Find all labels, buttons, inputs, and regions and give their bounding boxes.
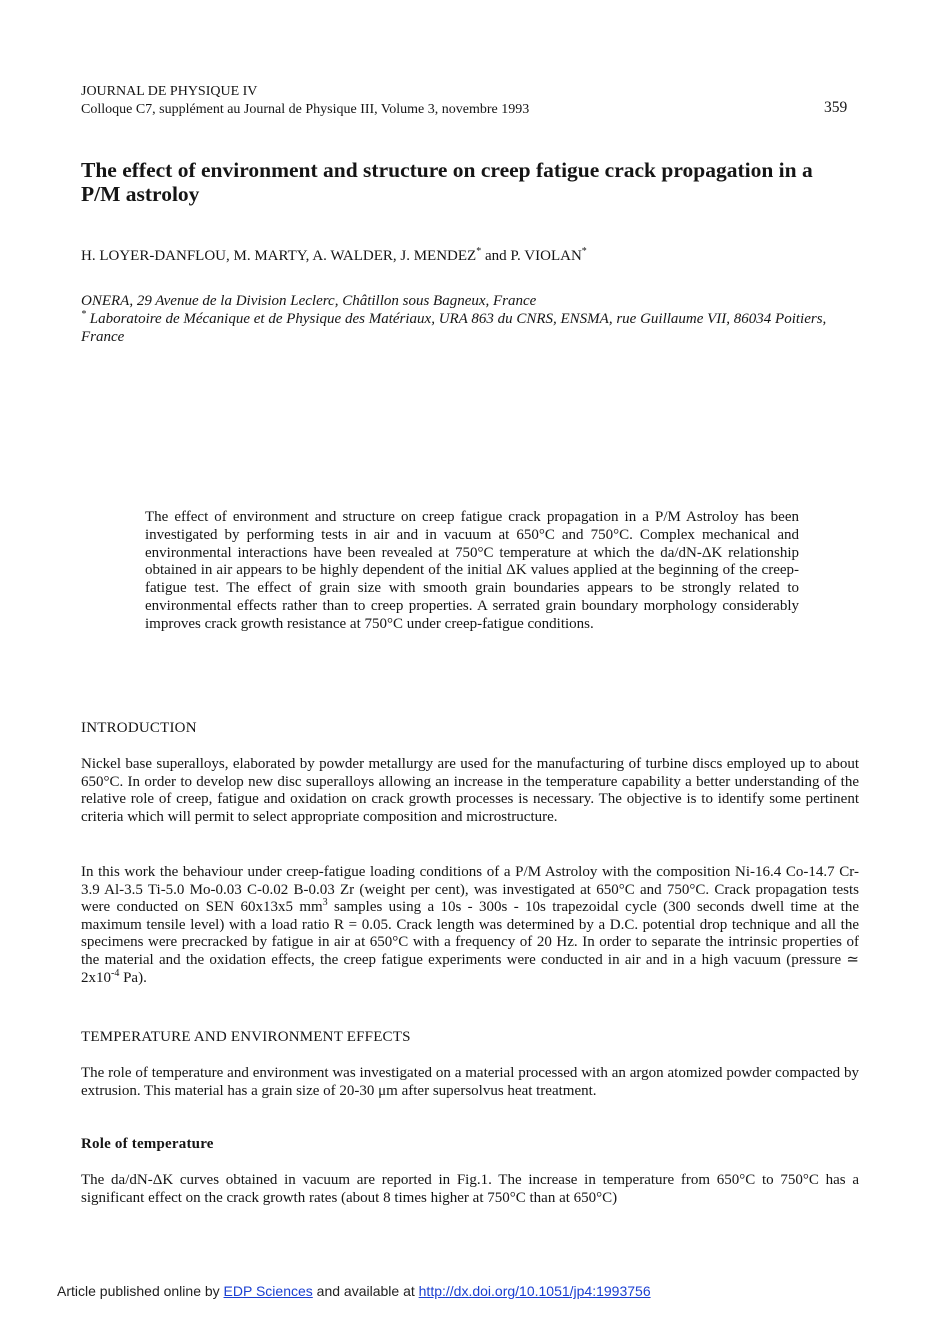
doi-link[interactable]: http://dx.doi.org/10.1051/jp4:1993756	[418, 1283, 651, 1299]
author-affiliation-mark: *	[476, 246, 482, 257]
author-list	[81, 248, 587, 265]
superscript-exponent: -4	[111, 967, 120, 979]
section-heading-temperature: TEMPERATURE AND ENVIRONMENT EFFECTS	[81, 1029, 411, 1045]
affiliations	[81, 292, 861, 346]
intro-paragraph-1: Nickel base superalloys, elaborated by powder metallurgy are used for the manufacturing of turbine discs employed up to about 650°C. In order to develop new disc superalloys allowing an increase in the temperature capability a better understanding of the relative role of creep, fatigue and oxidation on crack growth processes is necessary. The objective is to identify some pertinent criteria which will permit to select appropriate composition and microstructure.	[81, 756, 859, 825]
authors-part-2: and P. VIOLAN	[481, 248, 582, 264]
temperature-paragraph-2: The da/dN-ΔK curves obtained in vacuum are reported in Fig.1. The increase in temperature from 650°C to 750°C has a significant effect on the crack growth rates (about 8 times higher at 750°C than at 650°C)	[81, 1172, 859, 1206]
footer-prefix: Article published online by	[57, 1283, 224, 1299]
journal-name: JOURNAL DE PHYSIQUE IV	[81, 84, 258, 99]
intro-p2-text-c: Pa).	[119, 969, 147, 986]
affiliation-onera: ONERA, 29 Avenue de la Division Leclerc, Châtillon sous Bagneux, France	[81, 293, 537, 309]
paper-title: The effect of environment and structure on creep fatigue crack propagation in a P/M astroloy	[81, 158, 813, 206]
footer-middle: and available at	[312, 1283, 419, 1299]
intro-p2-text-a: In this work the behaviour under creep-fatigue loading conditions of a P/M Astroloy with the composition Ni-16.4 Co-14.7 Cr-3.9 Al-3.5 Ti-5.0 Mo-0.03 C-0.02 B-0.03 Zr (weight per cent), was investigated at 650°C and 750°C. Crack propagation tests were conducted on SEN 60x13x5 mm	[81, 864, 859, 916]
page-number: 359	[824, 99, 848, 116]
intro-p2-text-b: samples using a 10s - 300s - 10s trapezoidal cycle (300 seconds dwell time at the maximum tensile level) with a load ratio R = 0.05. Crack length was determined by a D.C. potential drop technique and all the specimens were precracked by fatigue in air at 650°C with a frequency of 20 Hz. In order to separate the intrinsic properties of the material and the oxidation effects, the creep fatigue experiments were conducted in air and in a high vacuum (pressure ≃ 2x10	[81, 899, 859, 986]
superscript-3: 3	[322, 897, 328, 909]
authors-part-1: H. LOYER-DANFLOU, M. MARTY, A. WALDER, J. MENDEZ	[81, 248, 477, 264]
intro-paragraph-2	[81, 864, 859, 987]
affiliation-ensma	[81, 310, 861, 346]
colloque-info: Colloque C7, supplément au Journal de Physique III, Volume 3, novembre 1993	[81, 102, 530, 117]
temperature-paragraph-1: The role of temperature and environment was investigated on a material processed with an argon atomized powder compacted by extrusion. This material has a grain size of 20-30 μm after supersolvus heat treatment.	[81, 1065, 859, 1099]
abstract: The effect of environment and structure on creep fatigue crack propagation in a P/M Astroloy has been investigated by performing tests in air and in vacuum at 650°C and 750°C. Complex mechanical and environmental interactions have been revealed at 750°C temperature at which the da/dN-ΔK relationship obtained in air appears to be highly dependent of the initial ΔK values applied at the beginning of the creep-fatigue test. The effect of grain size with smooth grain boundaries appears to be strongly related to environmental effects rather than to creep properties. A serrated grain boundary morphology considerably improves crack growth resistance at 750°C under creep-fatigue conditions.	[145, 509, 799, 632]
author-affiliation-mark: *	[581, 246, 587, 257]
publication-footer	[57, 1283, 651, 1299]
section-heading-introduction: INTRODUCTION	[81, 720, 197, 736]
affiliation-mark: *	[81, 309, 86, 320]
affiliation-ensma-text: Laboratoire de Mécanique et de Physique des Matériaux, URA 863 du CNRS, ENSMA, rue Guillaume VII, 86034 Poitiers, France	[81, 311, 827, 345]
publisher-link[interactable]: EDP Sciences	[223, 1283, 313, 1299]
journal-header	[81, 83, 529, 119]
subheading-role-of-temperature: Role of temperature	[81, 1136, 214, 1152]
